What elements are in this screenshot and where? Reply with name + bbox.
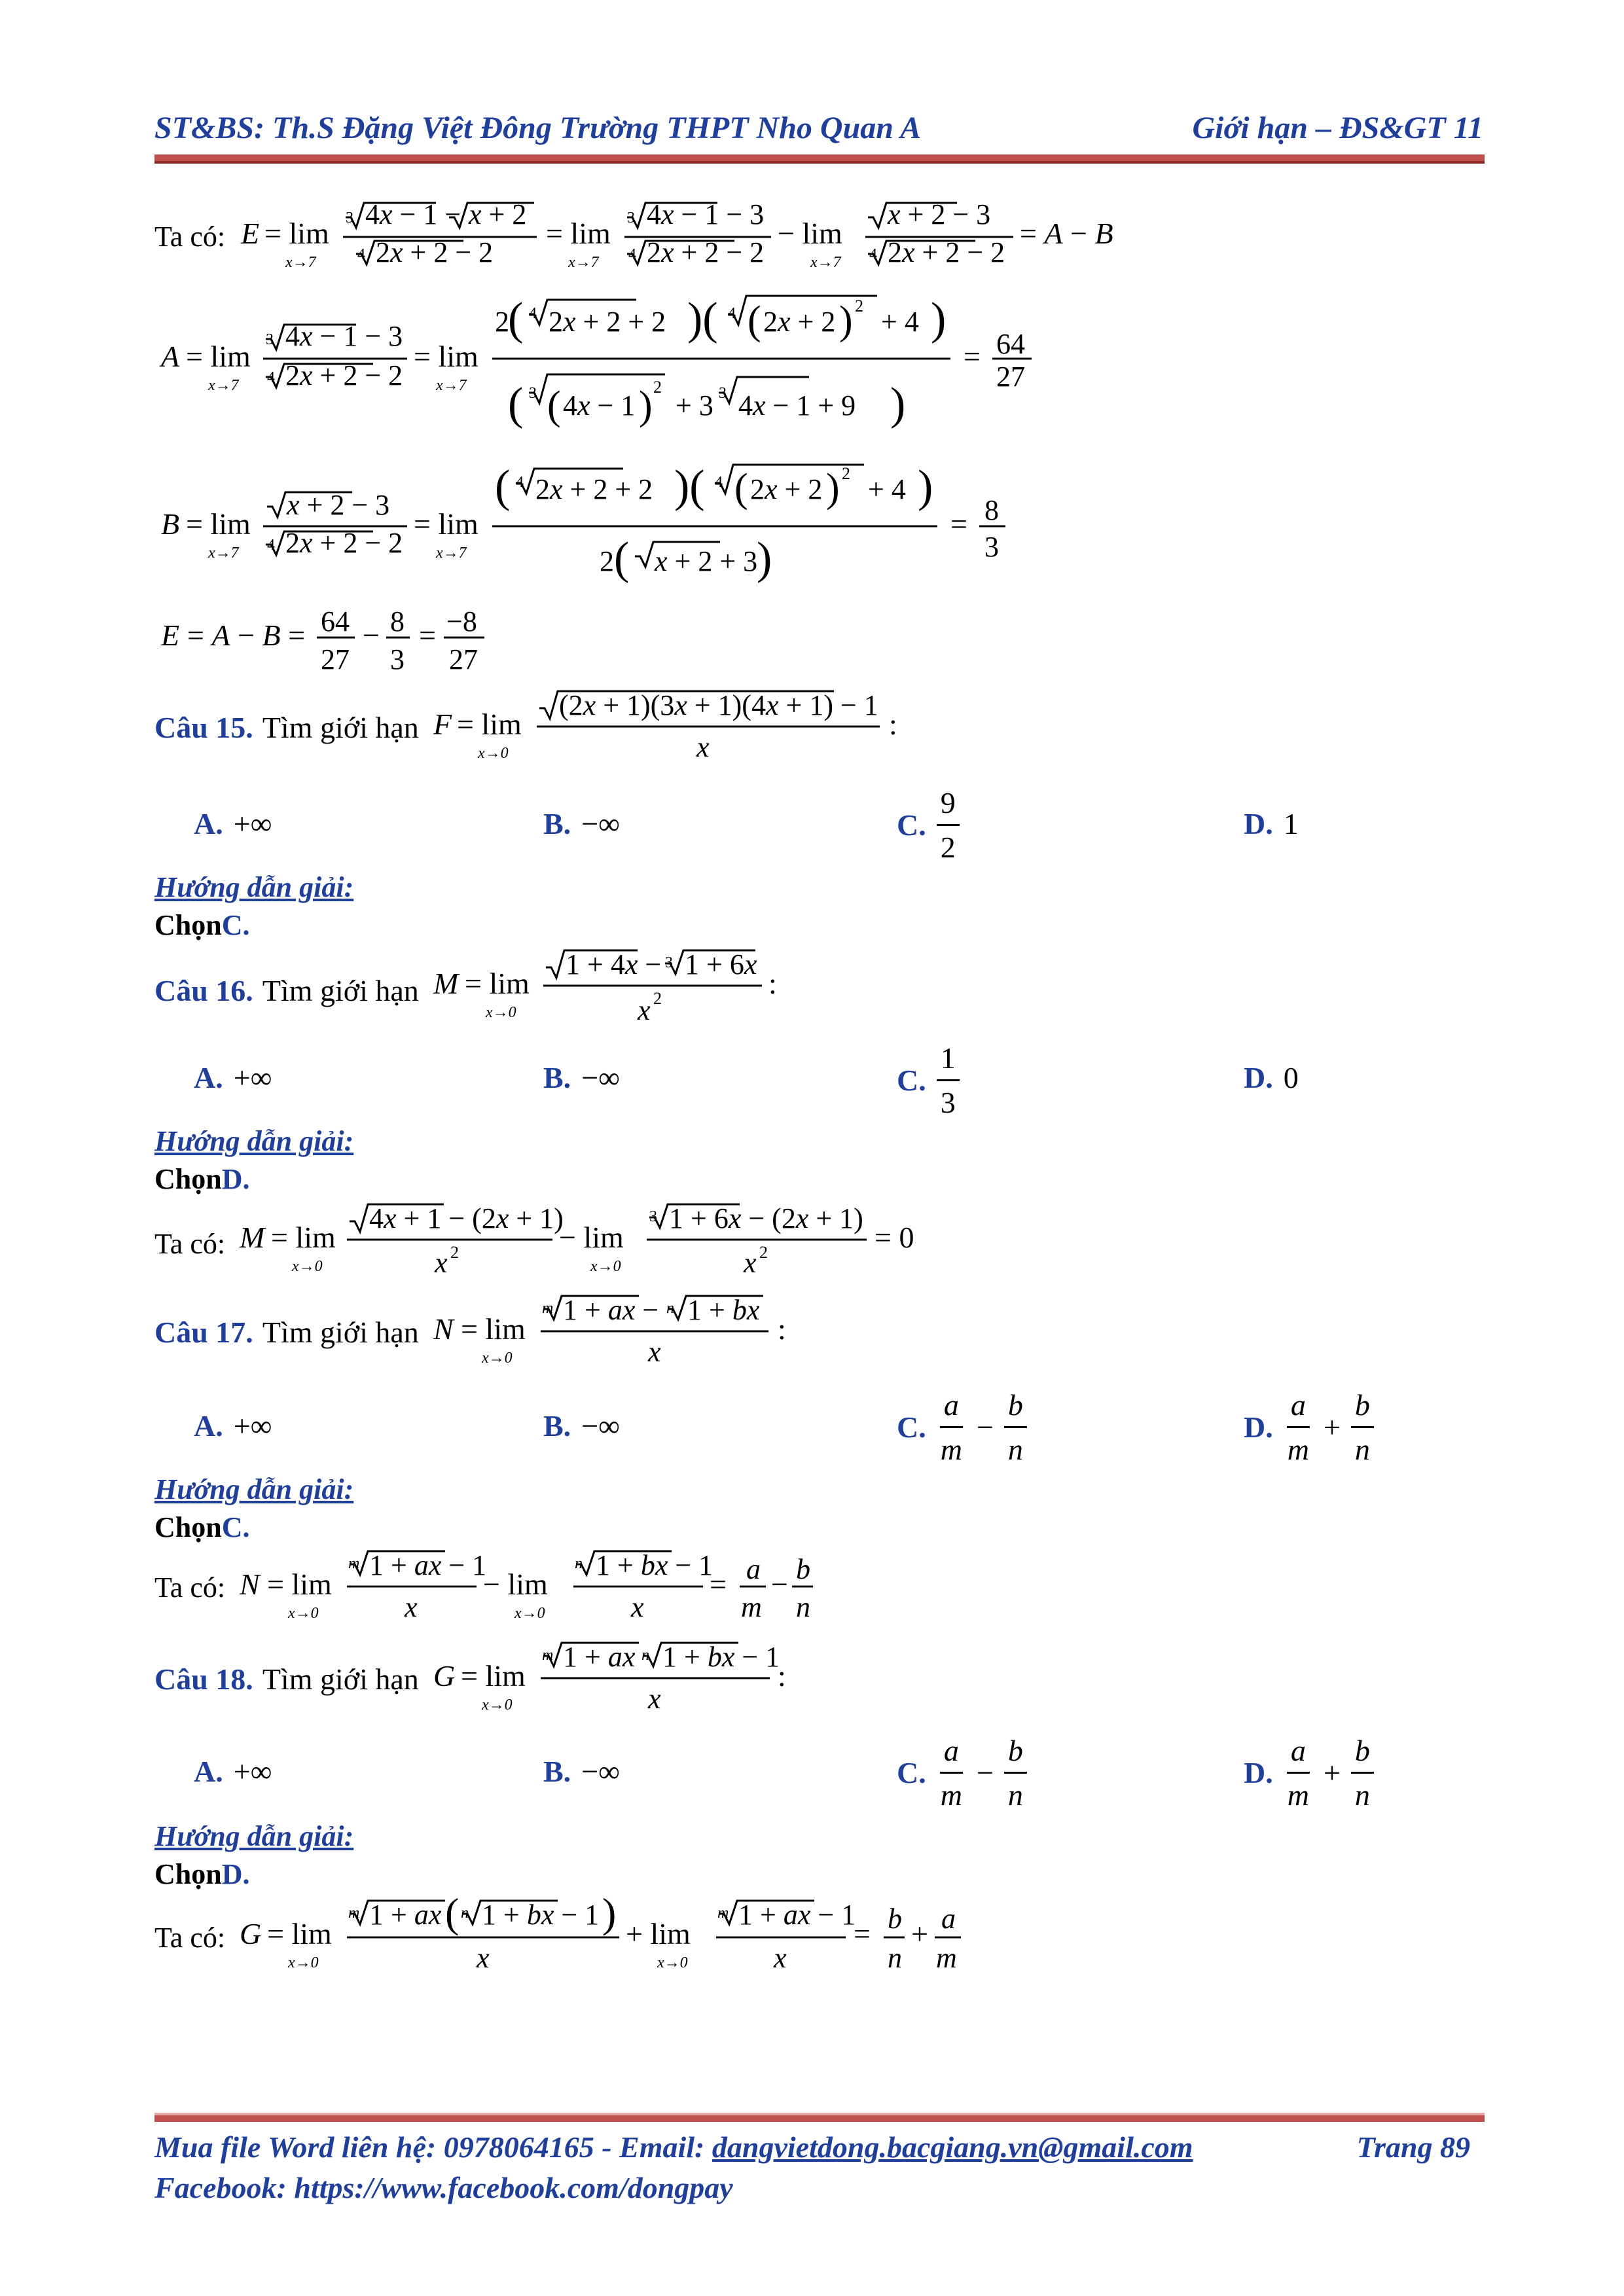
svg-text:): ) <box>639 384 653 428</box>
fraction-9-2: $\frac{9}{2}$ <box>937 785 960 865</box>
svg-text:1 + bx − 1: 1 + bx − 1 <box>662 1641 780 1673</box>
svg-text:− lim: − lim <box>483 1568 548 1601</box>
q18-guide: Hướng dẫn giải: <box>154 1820 354 1852</box>
svg-text:1 + 6x − (2x + 1): 1 + 6x − (2x + 1) <box>669 1202 863 1234</box>
q16-solution-formula <box>234 1198 1085 1289</box>
svg-text:(: ( <box>508 294 524 344</box>
svg-text:−: − <box>363 619 380 652</box>
svg-text:= 0: = 0 <box>875 1221 914 1254</box>
svg-text:n: n <box>666 1300 674 1317</box>
svg-text:4x − 1 + 9: 4x − 1 + 9 <box>738 389 856 422</box>
svg-text:m: m <box>936 1942 957 1974</box>
svg-text:x: x <box>637 994 651 1026</box>
svg-text::: : <box>768 967 777 1000</box>
q15-guide: Hướng dẫn giải: <box>154 871 354 903</box>
svg-text:(: ( <box>614 533 630 584</box>
svg-text:x: x <box>647 1683 661 1715</box>
svg-text:1 + bx: 1 + bx <box>687 1294 760 1326</box>
svg-text:3: 3 <box>719 385 727 402</box>
equation-e-result <box>154 596 613 687</box>
svg-text::: : <box>888 708 897 741</box>
q16-option-d[interactable]: D. 0 <box>1244 1061 1299 1094</box>
svg-text:x→0: x→0 <box>514 1605 545 1622</box>
svg-text:=: = <box>419 619 436 652</box>
svg-text:= A − B: = A − B <box>1020 217 1113 250</box>
svg-text:2x + 2 − 2: 2x + 2 − 2 <box>285 359 403 391</box>
q15-option-c[interactable]: C. $\frac{9}{2}$ <box>897 785 960 865</box>
svg-text:3: 3 <box>529 385 537 402</box>
svg-text:8: 8 <box>390 605 405 637</box>
svg-text:=: = <box>710 1568 727 1601</box>
svg-text:1 + ax: 1 + ax <box>562 1641 636 1673</box>
svg-text:27: 27 <box>449 643 478 675</box>
fraction-1-3: $\frac{1}{3}$ <box>937 1041 960 1120</box>
question-17-label: Câu 17. <box>154 1315 253 1349</box>
question-17-prompt: Tìm giới hạn <box>262 1315 419 1349</box>
svg-text:n: n <box>796 1591 811 1623</box>
svg-text:x + 2: x + 2 <box>469 198 527 230</box>
svg-text:B: B <box>161 507 180 541</box>
svg-text:2x + 2 − 2: 2x + 2 − 2 <box>647 236 765 268</box>
svg-text:2: 2 <box>759 1243 768 1262</box>
svg-text:2: 2 <box>653 378 662 397</box>
header-topic: Giới hạn – ĐS&GT 11 <box>1192 111 1483 145</box>
svg-text:x→7: x→7 <box>285 254 316 271</box>
q17-solution: Ta có: N = lim x→0 m 1 + ax − 1 x − lim x→0 n 1 + bx − 1 x = a m − b n <box>154 1545 889 1630</box>
svg-text:x: x <box>744 1247 757 1279</box>
equation-a <box>154 288 1136 458</box>
svg-text:= lim: = lim <box>460 1659 526 1693</box>
svg-text:n: n <box>888 1942 903 1974</box>
question-18-prompt: Tìm giới hạn <box>262 1662 419 1696</box>
svg-text:x→0: x→0 <box>292 1258 323 1275</box>
footer-facebook[interactable]: Facebook: https://www.facebook.com/dongpay <box>154 2171 733 2204</box>
svg-text:27: 27 <box>996 361 1025 393</box>
svg-text:3: 3 <box>627 209 636 226</box>
svg-text:2x + 2 + 2: 2x + 2 + 2 <box>535 473 653 505</box>
equation-b <box>154 458 1136 589</box>
question-18 <box>154 1636 821 1721</box>
svg-text:x→7: x→7 <box>568 254 599 271</box>
q17-solution-formula <box>234 1545 889 1630</box>
svg-text:4: 4 <box>715 474 723 491</box>
svg-text::: : <box>777 1312 786 1346</box>
svg-text:x→7: x→7 <box>436 545 467 562</box>
svg-text:1 + ax − 1: 1 + ax − 1 <box>738 1899 856 1931</box>
q17-option-b[interactable]: B. −∞ <box>543 1409 620 1443</box>
svg-text:=: = <box>854 1917 871 1950</box>
page-header <box>154 110 1483 146</box>
svg-text:n: n <box>461 1905 469 1922</box>
svg-text:x + 2 + 3: x + 2 + 3 <box>655 545 758 577</box>
svg-text:4: 4 <box>869 246 878 263</box>
svg-text:2: 2 <box>653 989 662 1008</box>
svg-text:G: G <box>240 1917 262 1950</box>
svg-text:4x + 1 − (2x + 1): 4x + 1 − (2x + 1) <box>369 1202 564 1234</box>
question-17 <box>154 1289 821 1374</box>
q15-option-b[interactable]: B. −∞ <box>543 807 620 840</box>
svg-text:−8: −8 <box>446 605 477 637</box>
svg-text:1 + ax −: 1 + ax − <box>562 1294 659 1326</box>
svg-text:1 + 4x −: 1 + 4x − <box>565 948 661 980</box>
svg-text:4x − 1: 4x − 1 <box>563 389 636 422</box>
q18-solution-formula <box>234 1892 1020 1983</box>
q18-option-d[interactable]: D. $\frac{a}{m}$ + $\frac{b}{n}$ <box>1244 1733 1374 1812</box>
svg-text:+ 3: + 3 <box>676 389 713 422</box>
svg-text:(: ( <box>734 466 748 511</box>
q15-option-a[interactable]: A. +∞ <box>194 807 272 840</box>
q17-option-c[interactable]: C. $\frac{a}{m}$ − $\frac{b}{n}$ <box>897 1388 1027 1467</box>
svg-text:4: 4 <box>357 246 366 263</box>
footer-email-link[interactable]: dangvietdong.bacgiang.vn@gmail.com <box>712 2130 1193 2164</box>
question-17-formula <box>428 1289 821 1374</box>
svg-text:x: x <box>405 1591 418 1623</box>
svg-text:): ) <box>918 461 933 512</box>
svg-text:−: − <box>771 1568 789 1601</box>
svg-text:1 + bx − 1: 1 + bx − 1 <box>482 1899 600 1931</box>
q18-solution: Ta có: G = lim x→0 m 1 + ax ( n 1 + bx − 1 ) x + lim x→0 m 1 + ax − 1 x = b n + a m <box>154 1892 1020 1983</box>
svg-text:=: = <box>964 340 981 373</box>
svg-text:x→7: x→7 <box>436 377 467 394</box>
q15-answer: ChọnC. <box>154 909 250 941</box>
svg-text:2: 2 <box>855 296 863 315</box>
svg-text:= lim: = lim <box>546 217 611 250</box>
svg-text:x→0: x→0 <box>288 1954 319 1971</box>
q16-answer: ChọnD. <box>154 1163 250 1195</box>
svg-text:3: 3 <box>266 331 274 348</box>
svg-text:64: 64 <box>996 328 1025 360</box>
footer-rule <box>154 2113 1485 2122</box>
svg-text:): ) <box>602 1890 617 1936</box>
question-18-label: Câu 18. <box>154 1662 253 1696</box>
svg-text:a: a <box>941 1903 956 1935</box>
question-16-label: Câu 16. <box>154 973 253 1007</box>
question-16-formula <box>428 941 795 1039</box>
svg-text:x: x <box>435 1247 448 1279</box>
q16-option-c[interactable]: C. $\frac{1}{3}$ <box>897 1041 960 1120</box>
q18-option-a[interactable]: A. +∞ <box>194 1755 272 1788</box>
svg-text:1 + bx − 1: 1 + bx − 1 <box>596 1549 713 1581</box>
svg-text:64: 64 <box>321 605 350 637</box>
svg-text:x→0: x→0 <box>590 1258 621 1275</box>
equation-e <box>154 194 1282 279</box>
svg-text:a: a <box>746 1553 761 1585</box>
svg-text:= lim: = lim <box>267 1568 332 1601</box>
svg-text:b: b <box>888 1903 903 1935</box>
svg-text:= lim: = lim <box>456 708 522 741</box>
svg-text:G: G <box>433 1659 456 1693</box>
svg-text:+ 4: + 4 <box>881 306 919 338</box>
svg-text:+ lim: + lim <box>626 1917 691 1950</box>
equation-e-svg <box>234 194 1282 279</box>
svg-text:27: 27 <box>321 643 350 675</box>
svg-text:m: m <box>541 1300 554 1317</box>
svg-text:= lim: = lim <box>460 1312 526 1346</box>
svg-text:− lim: − lim <box>559 1221 624 1254</box>
svg-text:): ) <box>890 379 906 429</box>
q16-solution: Ta có: M = lim x→0 4x + 1 − (2x + 1) x 2 − lim x→0 3 1 + 6x − (2x + 1) x 2 = 0 <box>154 1198 1085 1289</box>
svg-text:N: N <box>240 1568 260 1601</box>
svg-text:3: 3 <box>649 1208 658 1225</box>
svg-text:(: ( <box>508 379 524 429</box>
question-15-formula <box>428 685 926 770</box>
svg-text:m: m <box>741 1591 762 1623</box>
q16-option-a[interactable]: A. +∞ <box>194 1061 272 1094</box>
svg-text:x→0: x→0 <box>477 745 509 762</box>
svg-text:x: x <box>696 731 710 763</box>
svg-text:x: x <box>631 1591 644 1623</box>
svg-text:2x + 2 − 2: 2x + 2 − 2 <box>888 236 1005 268</box>
svg-text:2: 2 <box>600 545 614 577</box>
svg-text:= lim: = lim <box>414 507 478 541</box>
svg-text:4: 4 <box>628 246 637 263</box>
svg-text:3: 3 <box>390 643 405 675</box>
svg-text:4: 4 <box>267 369 275 386</box>
svg-text:2x + 2: 2x + 2 <box>750 473 823 505</box>
svg-text:1 + 6x: 1 + 6x <box>684 948 757 980</box>
header-rule <box>154 154 1485 164</box>
svg-text:4: 4 <box>516 474 524 491</box>
q17-guide: Hướng dẫn giải: <box>154 1473 354 1505</box>
svg-text:8: 8 <box>984 494 999 526</box>
svg-text:): ) <box>839 298 853 343</box>
svg-text:= lim: = lim <box>464 967 530 1000</box>
svg-text:2x + 2 − 2: 2x + 2 − 2 <box>376 236 494 268</box>
svg-text:+ 4: + 4 <box>868 473 906 505</box>
q17-answer: ChọnC. <box>154 1511 250 1543</box>
svg-text:m: m <box>717 1905 729 1922</box>
question-15 <box>154 685 926 770</box>
svg-text:m: m <box>541 1647 554 1664</box>
svg-text:(: ( <box>748 298 761 343</box>
svg-text:2: 2 <box>450 1243 460 1262</box>
svg-text:3: 3 <box>984 531 999 563</box>
svg-text:(: ( <box>445 1890 460 1936</box>
svg-text:m: m <box>348 1905 360 1922</box>
svg-text:A: A <box>161 340 180 373</box>
question-15-prompt: Tìm giới hạn <box>262 710 419 744</box>
svg-text:x→0: x→0 <box>657 1954 688 1971</box>
q18-answer: ChọnD. <box>154 1858 250 1890</box>
svg-text:n: n <box>641 1647 649 1664</box>
svg-text:x: x <box>647 1336 661 1368</box>
q18-option-c[interactable]: C. $\frac{a}{m}$ − $\frac{b}{n}$ <box>897 1733 1027 1812</box>
svg-text:=: = <box>950 507 967 541</box>
svg-text:= lim: = lim <box>414 340 478 373</box>
q17-option-d[interactable]: D. $\frac{a}{m}$ + $\frac{b}{n}$ <box>1244 1388 1374 1467</box>
svg-text:4x − 1 −: 4x − 1 − <box>365 198 461 230</box>
svg-text:3: 3 <box>346 209 354 226</box>
svg-text:): ) <box>826 466 840 511</box>
svg-text:x→0: x→0 <box>481 1696 513 1713</box>
q17-option-a[interactable]: A. +∞ <box>194 1409 272 1443</box>
q18-option-b[interactable]: B. −∞ <box>543 1755 620 1788</box>
svg-text:x + 2 − 3: x + 2 − 3 <box>888 198 991 230</box>
page-footer <box>154 2127 1483 2208</box>
q15-option-d[interactable]: D. 1 <box>1244 807 1299 840</box>
svg-text:M: M <box>433 967 459 1000</box>
svg-text:)(: )( <box>687 294 718 344</box>
svg-text:): ) <box>757 533 772 584</box>
svg-text:E: E <box>161 619 180 652</box>
svg-text:= lim: = lim <box>271 1221 336 1254</box>
svg-text:x→7: x→7 <box>810 254 841 271</box>
svg-text:2x + 2 + 2: 2x + 2 + 2 <box>549 306 666 338</box>
svg-text:M: M <box>240 1221 265 1254</box>
svg-text:4: 4 <box>529 305 537 322</box>
q16-option-b[interactable]: B. −∞ <box>543 1061 620 1094</box>
svg-text:= lim: = lim <box>264 217 329 250</box>
svg-text:2x + 2 − 2: 2x + 2 − 2 <box>285 527 403 559</box>
question-18-formula <box>428 1636 821 1721</box>
question-15-label: Câu 15. <box>154 710 253 744</box>
svg-text:4x − 1 − 3: 4x − 1 − 3 <box>285 320 403 352</box>
svg-text:x→0: x→0 <box>481 1350 513 1367</box>
svg-text:x→0: x→0 <box>288 1605 319 1622</box>
svg-text:− lim: − lim <box>778 217 842 250</box>
svg-text:x + 2 − 3: x + 2 − 3 <box>287 489 390 521</box>
svg-text:(: ( <box>495 461 511 512</box>
svg-text:x: x <box>477 1942 490 1974</box>
q16-guide: Hướng dẫn giải: <box>154 1125 354 1157</box>
svg-text:+: + <box>911 1917 929 1950</box>
taco-label: Ta có: <box>154 220 226 253</box>
header-author: ST&BS: Th.S Đặng Việt Đông Trường THPT Nho Quan A <box>154 111 922 145</box>
svg-text:= lim: = lim <box>267 1917 332 1950</box>
svg-text:F: F <box>433 708 452 741</box>
svg-text:x→0: x→0 <box>485 1004 516 1021</box>
svg-text:): ) <box>931 294 947 344</box>
question-16-prompt: Tìm giới hạn <box>262 973 419 1007</box>
svg-text:2: 2 <box>495 306 509 338</box>
svg-text:= A − B =: = A − B = <box>187 619 306 652</box>
question-16 <box>154 941 795 1039</box>
svg-text:x→7: x→7 <box>208 377 239 394</box>
svg-text::: : <box>777 1659 786 1693</box>
svg-text:4: 4 <box>267 537 275 554</box>
svg-text:3: 3 <box>664 954 673 971</box>
svg-text:4: 4 <box>728 305 736 322</box>
page-number: Trang 89 <box>1356 2130 1470 2164</box>
svg-text:4x − 1 − 3: 4x − 1 − 3 <box>647 198 765 230</box>
svg-text:x→7: x→7 <box>208 545 239 562</box>
svg-text:N: N <box>433 1312 454 1346</box>
svg-text:2: 2 <box>842 464 850 483</box>
svg-text:b: b <box>796 1553 811 1585</box>
svg-text:(2x + 1)(3x + 1)(4x + 1) − 1: (2x + 1)(3x + 1)(4x + 1) − 1 <box>558 689 878 721</box>
svg-text:m: m <box>348 1555 360 1572</box>
svg-text:= lim: = lim <box>186 340 251 373</box>
svg-text:= lim: = lim <box>186 507 251 541</box>
svg-text:1 + ax: 1 + ax <box>369 1899 442 1931</box>
footer-contact: Mua file Word liên hệ: 0978064165 - Email: dangvietdong.bacgiang.vn@gmail.com <box>154 2130 1193 2164</box>
svg-text:x: x <box>774 1942 787 1974</box>
svg-text:2x + 2: 2x + 2 <box>763 306 836 338</box>
svg-text:)(: )( <box>674 461 705 512</box>
svg-text:1 + ax − 1: 1 + ax − 1 <box>369 1549 487 1581</box>
svg-text:n: n <box>575 1555 583 1572</box>
svg-text:E: E <box>241 217 260 250</box>
svg-text:(: ( <box>547 384 561 428</box>
